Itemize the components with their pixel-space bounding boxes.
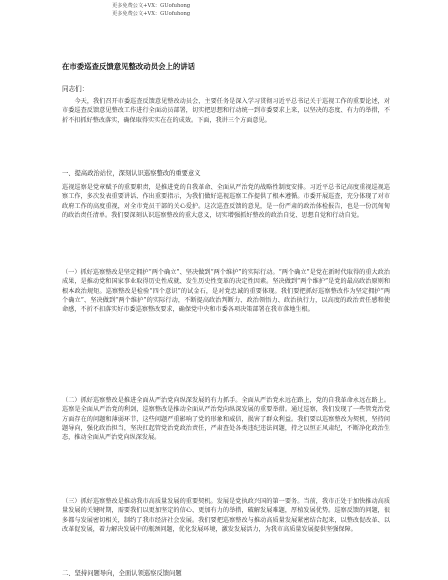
header-line-1: 更多免费公文+VX：GUofuhong	[112, 3, 191, 9]
section-heading-2: 二、坚持问题导向，全面认领巡察反馈问题	[62, 570, 182, 577]
paragraph-2: （一）抓好巡察整改是坚定拥护“两个确立”、坚决做到“两个维护”的实际行动。“两个确立”是党在新时代取得的重大政治成果，是推动党和国家事业取得历史性成就、发生历史性变革的决定性因素。坚决做到“两个维护”是党的最高政治原则和根本政治规矩。巡察整改是检验“四个意识”的试金石，是对党忠诚的重要体现。我们要把抓好巡察整改作为坚定拥护“两个确立”、坚决做到“两个维护”的实际行动，不断提高政治判断力、政治领悟力、政治执行力，以高度的政治责任感和使命感，不折不扣落实好市委巡察整改要求，确保党中央和市委各项决策部署在我市落地生根。	[62, 269, 390, 314]
intro-paragraph: 今天，我们召开市委巡查反馈意见整改动员会，主要任务是深入学习贯彻习近平总书记关于巡视工作的重要论述，对市委巡查反馈意见整改工作进行全面动员部署，切实把思想和行动统一到市委要求上来，以坚决的态度、有力的举措，不折不扣抓好整改落实，确保取得实实在在的成效。下面，我讲三个方面意见。	[62, 98, 390, 124]
section-heading-1: 一、提高政治站位，深刻认识巡察整改的重要意义	[62, 170, 201, 177]
greeting: 同志们：	[62, 85, 89, 93]
paragraph-1: 巡视巡察是党章赋予的重要职责，是推进党的自我革命、全面从严治党的战略性制度安排。习近平总书记高度重视巡视巡察工作，多次发表重要讲话、作出重要指示，为我们做好巡视巡察工作提供了根本遵循。市委开展巡查，充分体现了对市政府工作的高度重视，对全市党员干部的关心爱护。这次巡查反馈的意见，是一份严肃的政治体检报告，也是一份沉甸甸的政治责任清单。我们要深刻认识巡察整改的重大意义，切实增强抓好整改的政治自觉、思想自觉和行动自觉。	[62, 184, 390, 219]
document-title: 在市委巡查反馈意见整改动员会上的讲话	[62, 62, 196, 71]
paragraph-3: （二）抓好巡察整改是推进全面从严治党向纵深发展的有力抓手。全面从严治党永远在路上，党的自我革命永远在路上。巡察是全面从严治党的利剑，巡察整改是推动全面从严治党向纵深发展的重要举措。通过巡察，我们发现了一些管党治党方面存在的问题和薄弱环节，这些问题严重影响了党的形象和威信，损害了群众利益。我们要以巡察整改为契机，坚持问题导向，强化政治担当，坚决扛起管党治党政治责任，严肃查处各类违纪违法问题，持之以恒正风肃纪，不断净化政治生态，推动全面从严治党向纵深发展。	[62, 397, 390, 442]
paragraph-4: （三）抓好巡察整改是推动我市高质量发展的重要契机。发展是党执政兴国的第一要务。当前，我市正处于加快推动高质量发展的关键时期，需要我们以更加坚定的信心、更加有力的举措，破解发展难题，厚植发展优势。巡察反馈的问题，很多都与发展密切相关，制约了我市经济社会发展。我们要把巡察整改与推动高质量发展紧密结合起来，以整改促改革、以改革促发展，着力解决发展中的瓶颈问题，优化发展环境，激发发展活力，为我市高质量发展提供坚强保障。	[62, 498, 390, 533]
page-header	[112, 2, 352, 18]
header-line-2: 更多免费公文+VX：GUofuhong	[112, 11, 191, 17]
